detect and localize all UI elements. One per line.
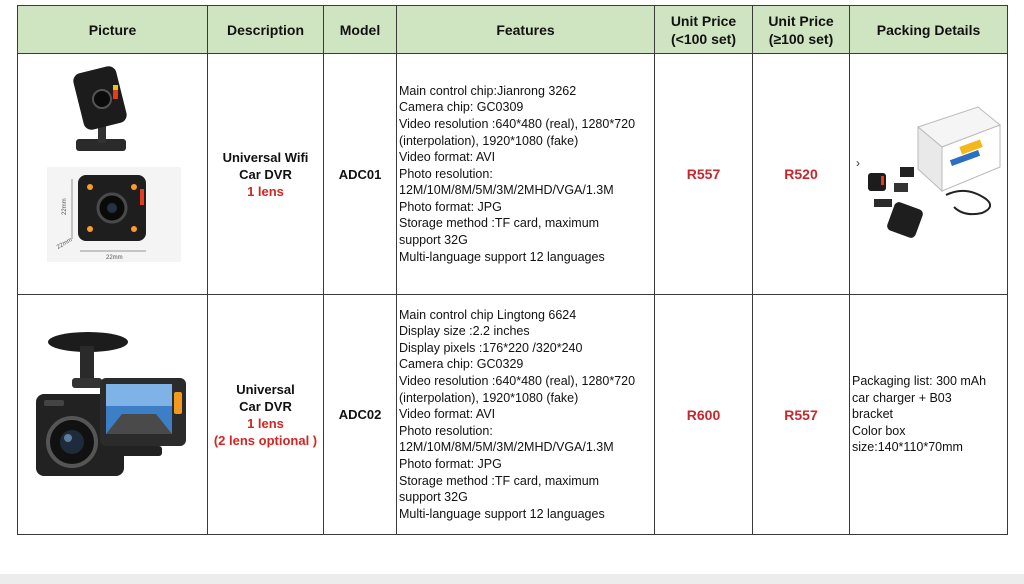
feature-line: 12M/10M/8M/5M/3M/2MHD/VGA/1.3M [399,183,614,198]
packing-line: size:140*110*70mm [852,440,963,455]
svg-text:›: › [856,156,860,170]
feature-line: Photo resolution: [399,166,493,181]
packing-line: Color box [852,423,906,438]
feature-line: Main control chip:Jianrong 3262 [399,83,577,98]
description-cell [208,54,324,295]
price-ge100-cell: R557 [753,295,850,535]
header-unit-price-lt100 [655,6,753,54]
feature-line: Video format: AVI [399,150,496,165]
packing-line: Packaging list: 300 mAh [852,374,987,389]
table-row [18,295,1008,535]
feature-line: Multi-language support 12 languages [399,249,605,264]
header-description: Description [208,6,324,54]
feature-line: 12M/10M/8M/5M/3M/2MHD/VGA/1.3M [399,440,614,455]
header-model: Model [324,6,397,54]
dimension-label: 22mm [106,255,123,261]
packing-line: bracket [852,407,893,422]
header-unit-price-lt100-line2: (<100 set) [671,30,736,47]
feature-line: Photo resolution: [399,423,493,438]
feature-line: Photo format: JPG [399,199,502,214]
lens-count: 1 lens [247,415,284,431]
feature-line: Video resolution :640*480 (real), 1280*720 [399,374,636,389]
bottom-strip [0,574,1024,584]
feature-line: Display size :2.2 inches [399,324,530,339]
price-lt100-cell: R600 [655,295,753,535]
packing-cell [850,54,1008,295]
feature-line: support 32G [399,233,468,248]
picture-cell [18,295,208,535]
model-cell: ADC01 [324,54,397,295]
price-lt100-cell: R557 [655,54,753,295]
picture-cell [18,54,208,295]
packing-cell [850,295,1008,535]
feature-line: Main control chip Lingtong 6624 [399,307,577,322]
feature-line: Video format: AVI [399,407,496,422]
price-ge100-cell: R520 [753,54,850,295]
description-line1: Universal [236,381,295,397]
header-unit-price-lt100-line1: Unit Price [670,12,737,29]
model-cell: ADC02 [324,295,397,535]
packing-contents-image [850,55,1006,293]
dimension-label: 22mm [62,198,68,215]
description-line2: Car DVR [239,166,292,182]
mini-cam-product-image [18,55,206,293]
feature-line: Multi-language support 12 languages [399,506,605,521]
description-line2: Car DVR [239,398,292,414]
table-row [18,54,1008,295]
feature-line: Storage method :TF card, maximum [399,473,600,488]
feature-line: Photo format: JPG [399,456,502,471]
header-picture: Picture [18,6,208,54]
product-table [17,5,1008,535]
feature-line: (interpolation), 1920*1080 (fake) [399,133,579,148]
feature-line: (interpolation), 1920*1080 (fake) [399,390,579,405]
feature-line: Camera chip: GC0329 [399,357,524,372]
header-features: Features [397,6,655,54]
header-row [18,6,1008,54]
dash-cam-product-image [18,296,206,534]
feature-line: Camera chip: GC0309 [399,100,524,115]
feature-line: Video resolution :640*480 (real), 1280*720 [399,116,636,131]
header-unit-price-ge100-line1: Unit Price [768,12,834,29]
feature-line: support 32G [399,490,468,505]
header-packing-details: Packing Details [850,6,1008,54]
description-line1: Universal Wifi [222,149,309,165]
features-cell [397,295,655,535]
features-cell [397,54,655,295]
dimension-label: 22mm [56,237,74,251]
header-unit-price-ge100 [753,6,850,54]
feature-line: Display pixels :176*220 /320*240 [399,340,583,355]
packing-line: car charger + B03 [852,390,952,405]
lens-option: (2 lens optional ) [213,432,318,448]
header-unit-price-ge100-line2: (≥100 set) [768,30,834,47]
feature-line: Storage method :TF card, maximum [399,216,600,231]
lens-count: 1 lens [247,183,284,199]
description-cell [208,295,324,535]
